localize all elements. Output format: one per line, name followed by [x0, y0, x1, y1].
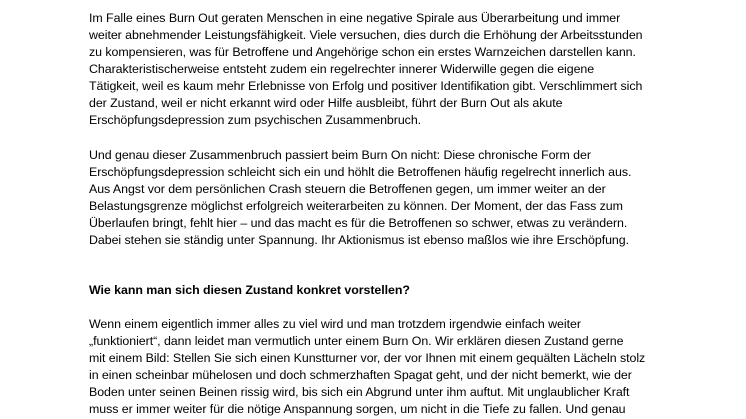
text-line: Überlaufen bringt, fehlt hier – und das macht es für die Betroffenen so schwer, etwas zu verändern.: [89, 216, 628, 230]
text-line: mit einem Bild: Stellen Sie sich einen Kunstturner vor, der vor Ihnen mit einem gequälten Lächeln stolz: [89, 351, 646, 365]
text-line: Erschöpfungsdepression schleicht sich ein und höhlt die Betroffenen häufig regelrecht innerlich aus.: [89, 165, 632, 179]
text-line: Tätigkeit, weil es kaum mehr Erlebnisse von Erfolg und positiver Identifikation gibt. Verschlimmert sich: [89, 79, 643, 93]
section-heading: Wie kann man sich diesen Zustand konkret vorstellen?: [89, 283, 410, 297]
text-line: Wenn einem eigentlich immer alles zu viel wird und man trotzdem irgendwie einfach weiter: [89, 317, 581, 331]
text-line: Aus Angst vor dem persönlichen Crash steuern die Betroffenen gegen, um immer weiter an der: [89, 182, 606, 196]
text-line: Erschöpfungsdepression zum psychischen Zusammenbruch.: [89, 113, 422, 127]
text-line: muss er immer weiter für die nötige Anspannung sorgen, um nicht in die Tiefe zu fallen. Und genau: [89, 402, 626, 416]
text-line: zu kompensieren, was für Betroffene und Angehörige schon ein erstes Warnzeichen darstellen kann.: [89, 45, 636, 59]
text-line: Boden unter seinen Beinen rissig wird, bis sich ein Abgrund unter ihm auftut. Mit unglaublicher Kraft: [89, 385, 630, 399]
text-line: Und genau dieser Zusammenbruch passiert beim Burn On nicht: Diese chronische Form der: [89, 148, 591, 162]
text-line: Belastungsgrenze möglichst erfolgreich weiterarbeiten zu können. Der Moment, der das Fass zum: [89, 199, 623, 213]
text-line: Charakteristischerweise entsteht zudem ein regelrechter innerer Widerwille gegen die eigene: [89, 62, 595, 76]
text-line: weiter abnehmender Leistungsfähigkeit. Viele versuchen, dies durch die Erhöhung der Arbeitsstunden: [89, 28, 643, 42]
text-line: der Zustand, weil er nicht erkannt wird oder Hilfe ausbleibt, führt der Burn Out als akute: [89, 96, 563, 110]
text-line: in einen scheinbar mühelosen und doch schmerzhaften Spagat geht, und der nicht bemerkt, wie der: [89, 368, 632, 382]
text-line: „funktioniert“, dann leidet man vermutlich unter einem Burn On. Wir erklären diesen Zustand gerne: [89, 334, 624, 348]
text-line: Dabei stehen sie ständig unter Spannung. Ihr Aktionismus ist ebenso maßlos wie ihre Erschöpfung.: [89, 233, 630, 247]
text-line: Im Falle eines Burn Out geraten Menschen in eine negative Spirale aus Überarbeitung und immer: [89, 11, 621, 25]
